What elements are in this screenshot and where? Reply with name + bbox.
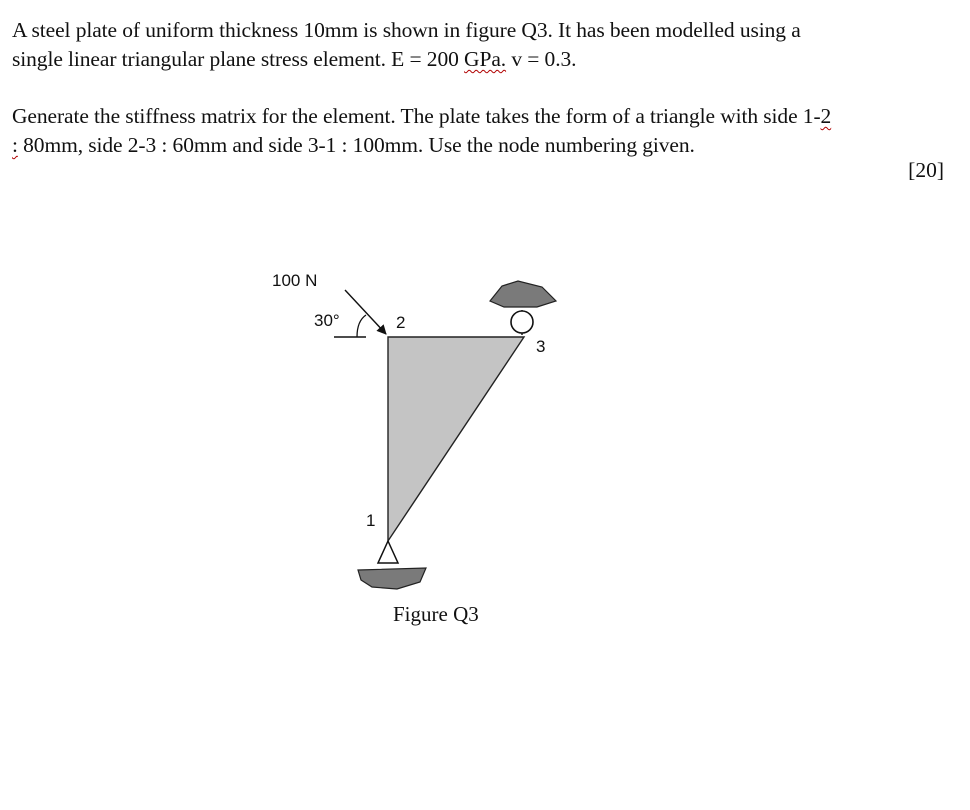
- question-line-3-text: Generate the stiffness matrix for the element. The plate takes the form of a triangle with side 1-: [12, 104, 821, 128]
- question-line-4-text: 80mm, side 2-3 : 60mm and side 3-1 : 100mm. Use the node numbering given.: [17, 133, 695, 157]
- question-line-1: A steel plate of uniform thickness 10mm is shown in figure Q3. It has been modelled using a: [12, 18, 801, 42]
- question-line-2-text-a: single linear triangular plane stress element. E = 200: [12, 47, 465, 71]
- load-arrow: [345, 290, 386, 334]
- question-line-2-text-b: v = 0.3.: [506, 47, 577, 71]
- marks-label: [20]: [908, 158, 944, 182]
- roller-support-triangle: [378, 541, 398, 563]
- pin-support-circle: [511, 311, 533, 333]
- angle-arc: [357, 315, 366, 337]
- node-3-label: 3: [536, 337, 546, 356]
- node-1-label: 1: [366, 511, 376, 530]
- spellcheck-colon: :: [12, 133, 18, 157]
- pin-support-ground: [490, 281, 556, 307]
- spellcheck-word-gpa: GPa.: [464, 47, 507, 71]
- angle-label: 30°: [314, 311, 340, 330]
- node-2-label: 2: [396, 313, 406, 332]
- load-label: 100 N: [272, 271, 318, 290]
- spellcheck-word-2: 2: [820, 104, 832, 128]
- roller-support-ground: [358, 568, 426, 589]
- figure-caption: Figure Q3: [393, 602, 479, 626]
- triangular-plate: [388, 337, 524, 541]
